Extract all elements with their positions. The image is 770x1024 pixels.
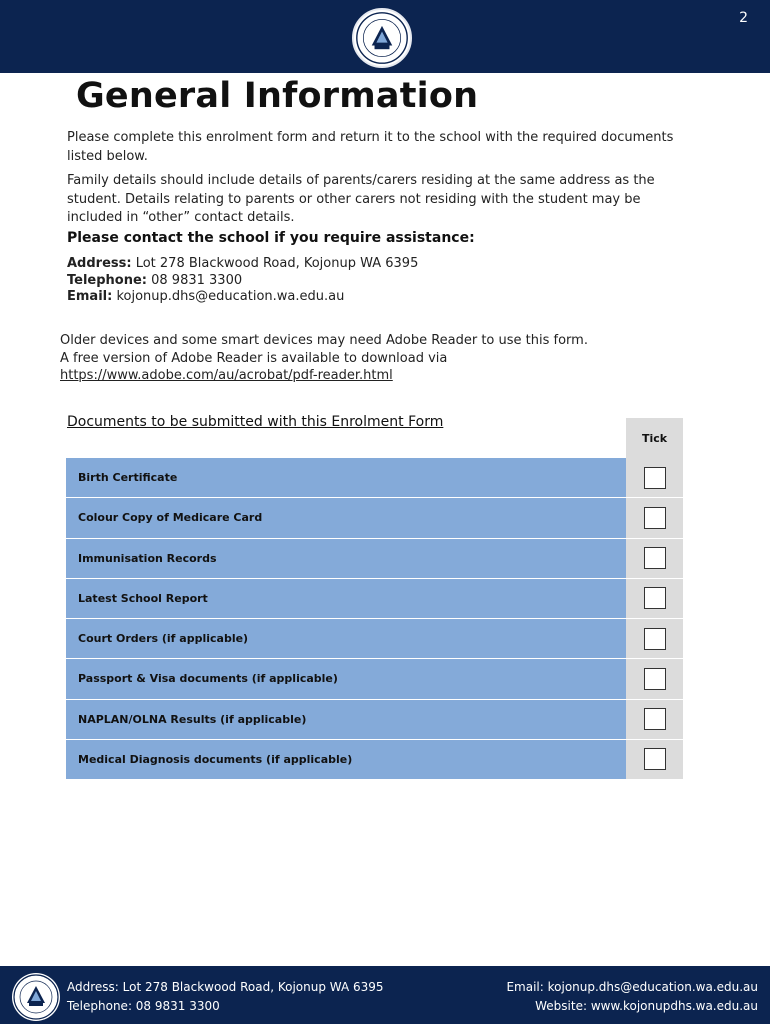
- immunisation-records-checkbox[interactable]: [644, 547, 666, 569]
- footer-school-logo: [12, 973, 60, 1021]
- contact-address: [67, 256, 418, 273]
- birth-certificate-checkbox[interactable]: [644, 467, 666, 489]
- address-label: Address:: [67, 256, 132, 271]
- tick-cell: [626, 539, 683, 578]
- contact-details: [67, 256, 418, 306]
- intro-paragraph-2: Family details should include details of parents/carers residing at the same address as the student. Details relating to parents or other carers not residing with the student may be included in “other” contact details.: [67, 173, 655, 225]
- email-value: kojonup.dhs@education.wa.edu.au: [112, 289, 345, 304]
- checklist-row: [66, 458, 683, 498]
- page-number: 2: [739, 10, 748, 26]
- footer-telephone: Telephone: 08 9831 3300: [67, 999, 220, 1013]
- checklist-row: [66, 659, 683, 699]
- document-label: Immunisation Records: [66, 539, 626, 578]
- tick-cell: [626, 458, 683, 497]
- contact-telephone: [67, 273, 418, 290]
- adobe-line-2: A free version of Adobe Reader is available to download via: [60, 350, 448, 366]
- intro-paragraph-1: Please complete this enrolment form and return it to the school with the required documents listed below.: [67, 130, 674, 164]
- document-label: Court Orders (if applicable): [66, 619, 626, 658]
- tick-cell: [626, 659, 683, 698]
- assistance-heading: Please contact the school if you require assistance:: [67, 230, 475, 246]
- school-report-checkbox[interactable]: [644, 587, 666, 609]
- contact-email: [67, 289, 418, 306]
- tick-cell: [626, 740, 683, 779]
- medicare-card-checkbox[interactable]: [644, 507, 666, 529]
- documents-checklist: [66, 458, 683, 780]
- page-title: General Information: [76, 76, 479, 116]
- address-value: Lot 278 Blackwood Road, Kojonup WA 6395: [131, 256, 419, 271]
- document-label: Colour Copy of Medicare Card: [66, 498, 626, 537]
- checklist-row: [66, 740, 683, 780]
- footer-website[interactable]: Website: www.kojonupdhs.wa.edu.au: [535, 999, 758, 1013]
- footer-contact-left: [67, 978, 384, 1016]
- document-label: Birth Certificate: [66, 458, 626, 497]
- medical-diagnosis-checkbox[interactable]: [644, 748, 666, 770]
- checklist-row: [66, 498, 683, 538]
- court-orders-checkbox[interactable]: [644, 628, 666, 650]
- checklist-row: [66, 539, 683, 579]
- adobe-reader-link[interactable]: https://www.adobe.com/au/acrobat/pdf-reader.html: [60, 368, 393, 383]
- tick-cell: [626, 579, 683, 618]
- document-label: Medical Diagnosis documents (if applicable): [66, 740, 626, 779]
- footer-contact-right: [506, 978, 758, 1016]
- telephone-value: 08 9831 3300: [147, 272, 243, 288]
- adobe-notice: [60, 332, 700, 385]
- checklist-row: [66, 619, 683, 659]
- tick-column-header: Tick: [626, 418, 683, 458]
- checklist-row: [66, 579, 683, 619]
- telephone-label: Telephone:: [67, 272, 147, 288]
- email-label: Email:: [67, 289, 113, 304]
- documents-heading: Documents to be submitted with this Enrolment Form: [67, 414, 444, 430]
- document-label: Passport & Visa documents (if applicable): [66, 659, 626, 698]
- school-logo: [352, 8, 412, 68]
- passport-visa-checkbox[interactable]: [644, 668, 666, 690]
- naplan-olna-checkbox[interactable]: [644, 708, 666, 730]
- tick-cell: [626, 700, 683, 739]
- footer-address: Address: Lot 278 Blackwood Road, Kojonup WA 6395: [67, 980, 384, 994]
- checklist-row: [66, 700, 683, 740]
- document-label: Latest School Report: [66, 579, 626, 618]
- footer-email[interactable]: Email: kojonup.dhs@education.wa.edu.au: [506, 980, 758, 994]
- adobe-line-1: Older devices and some smart devices may need Adobe Reader to use this form.: [60, 333, 588, 348]
- tick-cell: [626, 498, 683, 537]
- document-label: NAPLAN/OLNA Results (if applicable): [66, 700, 626, 739]
- tick-cell: [626, 619, 683, 658]
